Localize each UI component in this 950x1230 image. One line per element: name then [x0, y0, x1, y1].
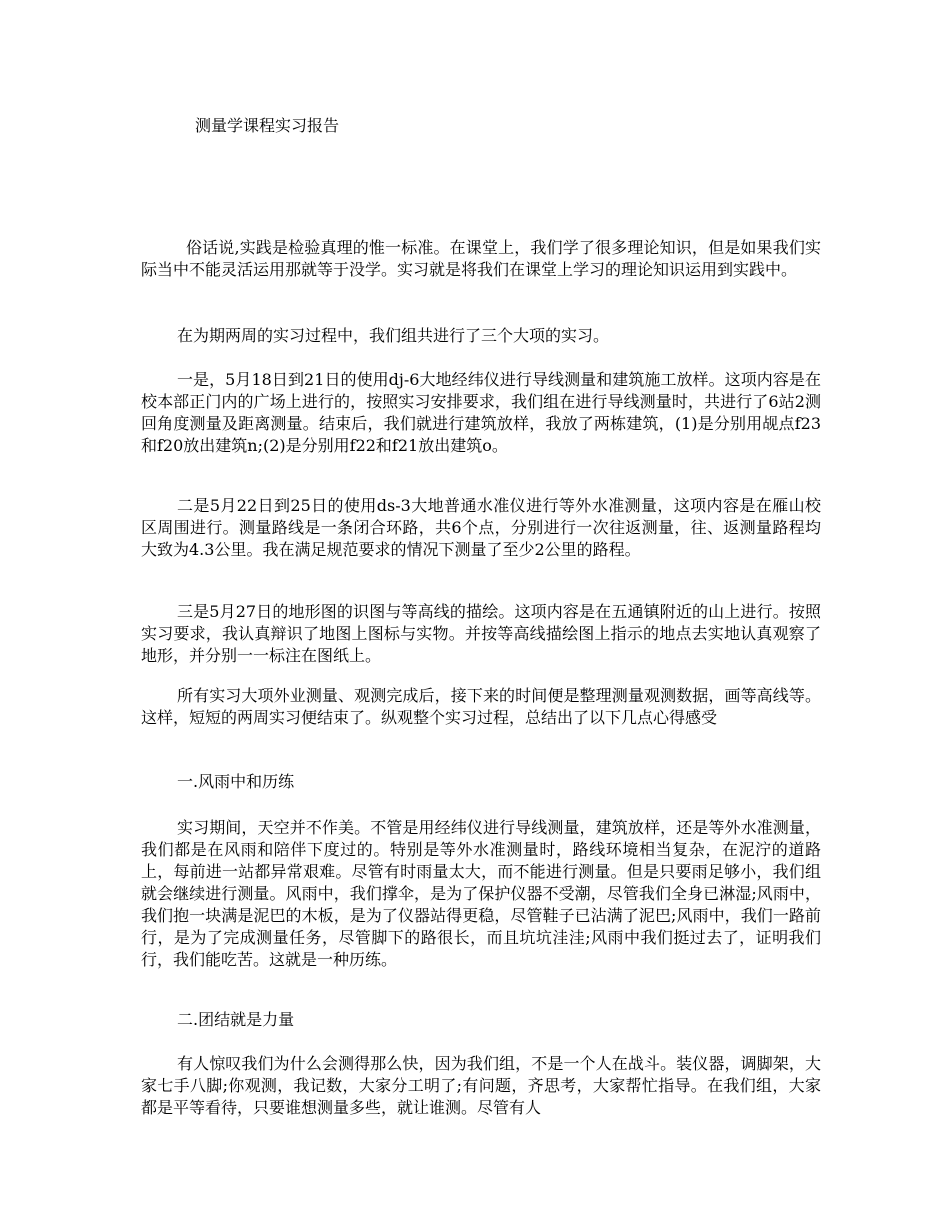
paragraph-intro: 俗话说,实践是检验真理的惟一标准。在课堂上，我们学了很多理论知识，但是如果我们实际当中不能灵活运用那就等于没学。实习就是将我们在课堂上学习的理论知识运用到实践中。 [141, 238, 821, 279]
paragraph-overview: 在为期两周的实习过程中，我们组共进行了三个大项的实习。 [177, 326, 610, 345]
paragraph-item-one: 一是，5月18日到21日的使用dj-6大地经纬仪进行导线测量和建筑施工放样。这项内容是在校本部正门内的广场上进行的，按照实习安排要求，我们组在进行导线测量时，共进行了6站2测回角度测量及距离测量。结束后，我们就进行建筑放样，我放了两栋建筑，(1)是分别用觇点f23和f20放出建筑n;(2)是分别用f22和f21放出建筑o。 [141, 370, 821, 455]
paragraph-section-two: 有人惊叹我们为什么会测得那么快，因为我们组，不是一个人在战斗。装仪器，调脚架，大家七手八脚;你观测，我记数，大家分工明了;有问题，齐思考，大家帮忙指导。在我们组，大家都是平等看待，只要谁想测量多些，就让谁测。尽管有人 [141, 1054, 821, 1117]
paragraph-section-one: 实习期间，天空并不作美。不管是用经纬仪进行导线测量，建筑放样，还是等外水准测量，我们都是在风雨和陪伴下度过的。特别是等外水准测量时，路线环境相当复杂，在泥泞的道路上，每前进一站都异常艰难。尽管有时雨量太大，而不能进行测量。但是只要雨足够小，我们组就会继续进行测量。风雨中，我们撑伞，是为了保护仪器不受潮，尽管我们全身已淋湿;风雨中，我们抱一块满是泥巴的木板，是为了仪器站得更稳，尽管鞋子已沾满了泥巴;风雨中，我们一路前行，是为了完成测量任务，尽管脚下的路很长，而且坑坑洼洼;风雨中我们挺过去了，证明我们行，我们能吃苦。这就是一种历练。 [141, 818, 821, 969]
paragraph-summary: 所有实习大项外业测量、观测完成后，接下来的时间便是整理测量观测数据，画等高线等。这样，短短的两周实习便结束了。纵观整个实习过程，总结出了以下几点心得感受 [141, 686, 821, 727]
section-heading-one: 一.风雨中和历练 [177, 772, 295, 791]
document-title: 测量学课程实习报告 [195, 116, 340, 135]
paragraph-item-two: 二是5月22日到25日的使用ds-3大地普通水准仪进行等外水准测量，这项内容是在雁山校区周围进行。测量路线是一条闭合环路，共6个点，分别进行一次往返测量，往、返测量路程均大致为4.3公里。我在满足规范要求的情况下测量了至少2公里的路程。 [141, 496, 821, 559]
section-heading-two: 二.团结就是力量 [177, 1010, 295, 1029]
paragraph-item-three: 三是5月27日的地形图的识图与等高线的描绘。这项内容是在五通镇附近的山上进行。按照实习要求，我认真辩识了地图上图标与实物。并按等高线描绘图上指示的地点去实地认真观察了地形，并分别一一标注在图纸上。 [141, 602, 821, 665]
